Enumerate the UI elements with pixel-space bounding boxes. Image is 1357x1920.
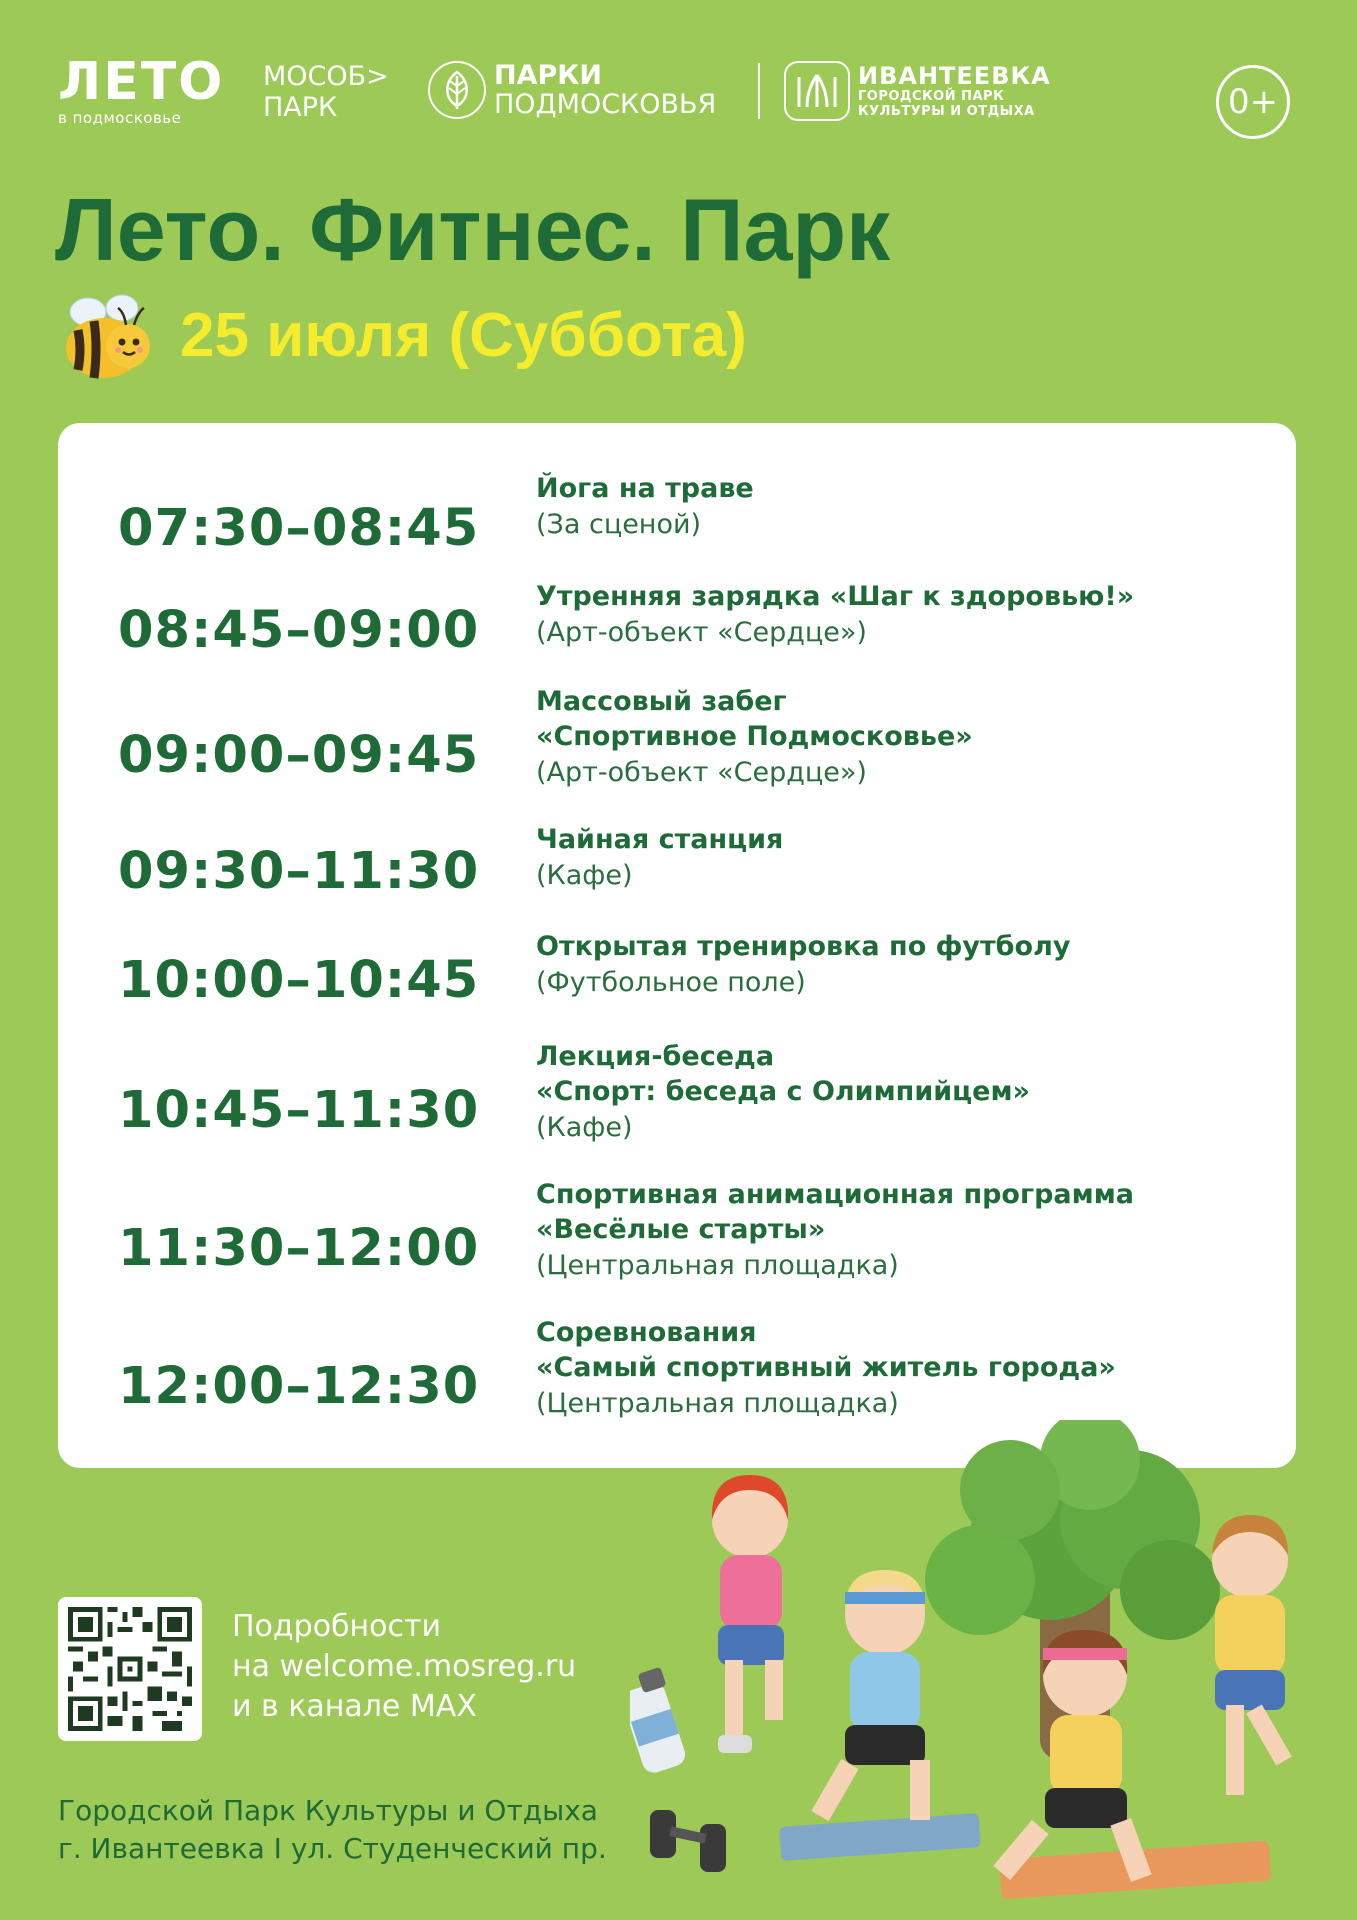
age-rating-badge: 0+ [1216,65,1290,139]
details-line3: и в канале MAX [232,1689,477,1724]
schedule-event-name: Лекция-беседа [536,1041,775,1072]
schedule-time: 11:30–12:00 [118,1219,480,1278]
kid-figure [811,1570,930,1821]
parki-line1: ПАРКИ [494,60,602,91]
date-row [58,288,747,383]
parki-line2: ПОДМОСКОВЬЯ [494,89,717,120]
schedule-event-name: Соревнования [536,1317,757,1348]
bee-icon [58,290,158,382]
page-title: Лето. Фитнес. Парк [55,180,891,279]
qr-code[interactable] [58,1597,202,1741]
leto-logo-sub: в подмосковье [58,109,182,127]
qr-code-icon [68,1607,192,1731]
header [58,52,1298,150]
schedule-event-name: Чайная станция [536,824,784,855]
schedule-event-place: (Арт-объект «Сердце») [536,757,867,788]
schedule-time: 09:30–11:30 [118,842,480,901]
leaf-icon [428,61,486,119]
tree-icon [925,1420,1220,1640]
parki-logo [428,61,716,119]
logo-divider [758,63,760,119]
schedule-event-place: (Арт-объект «Сердце») [536,617,867,648]
schedule-event-name: Утренняя зарядка «Шаг к здоровью!» [536,581,1135,612]
schedule-event-name: «Спортивное Подмосковье» [536,721,973,752]
schedule-card [58,423,1296,1468]
ivan-line2: ГОРОДСКОЙ ПАРК [858,89,1005,104]
water-bottle-icon [630,1667,688,1776]
schedule-event-place: (Кафе) [536,860,633,891]
schedule-time: 07:30–08:45 [118,499,480,558]
ivan-line1: ИВАНТЕЕВКА [858,62,1051,90]
event-date: 25 июля (Суббота) [180,300,747,370]
schedule-event-place: (Кафе) [536,1112,633,1143]
exercise-mat [779,1813,981,1861]
schedule-event-name: Открытая тренировка по футболу [536,931,1071,962]
schedule-event-place: (Футбольное поле) [536,967,806,998]
schedule-time: 09:00–09:45 [118,726,480,785]
kid-figure [1212,1515,1292,1795]
schedule-event-name: Йога на траве [536,473,754,504]
ivanteevka-logo [784,61,1051,121]
kid-figure [712,1475,788,1753]
schedule-time: 08:45–09:00 [118,601,480,660]
schedule-event-place: (Центральная площадка) [536,1388,899,1419]
schedule-event-name: «Самый спортивный житель города» [536,1352,1116,1383]
leto-logo-text: ЛЕТО [58,52,225,112]
schedule-event-name: «Спорт: беседа с Олимпийцем» [536,1076,1030,1107]
schedule-time: 10:00–10:45 [118,951,480,1010]
schedule-event-name: Массовый забег [536,686,787,717]
dumbbell-icon [650,1810,726,1872]
mosobpark-logo [263,61,389,123]
schedule-event-name: «Весёлые старты» [536,1214,826,1245]
schedule-event-name: Спортивная анимационная программа [536,1179,1134,1210]
park-mark-icon [784,61,850,121]
schedule-event-place: (За сценой) [536,509,702,540]
details-text [232,1607,576,1727]
schedule-time: 12:00–12:30 [118,1357,480,1416]
address-line1: Городской Парк Культуры и Отдыха [58,1794,598,1827]
mosob-line1: МОСОБ> [263,61,389,92]
ivan-line3: КУЛЬТУРЫ И ОТДЫХА [858,104,1035,119]
mosob-line2: ПАРК [263,92,338,123]
address-line2: г. Ивантеевка I ул. Студенческий пр. [58,1832,607,1865]
details-link[interactable]: на welcome.mosreg.ru [232,1649,577,1684]
kids-exercise-illustration [630,1420,1357,1920]
kid-figure [993,1630,1151,1882]
address [58,1792,607,1868]
details-line1: Подробности [232,1609,441,1644]
schedule-event-place: (Центральная площадка) [536,1250,899,1281]
leto-logo [58,52,225,127]
schedule-time: 10:45–11:30 [118,1081,480,1140]
